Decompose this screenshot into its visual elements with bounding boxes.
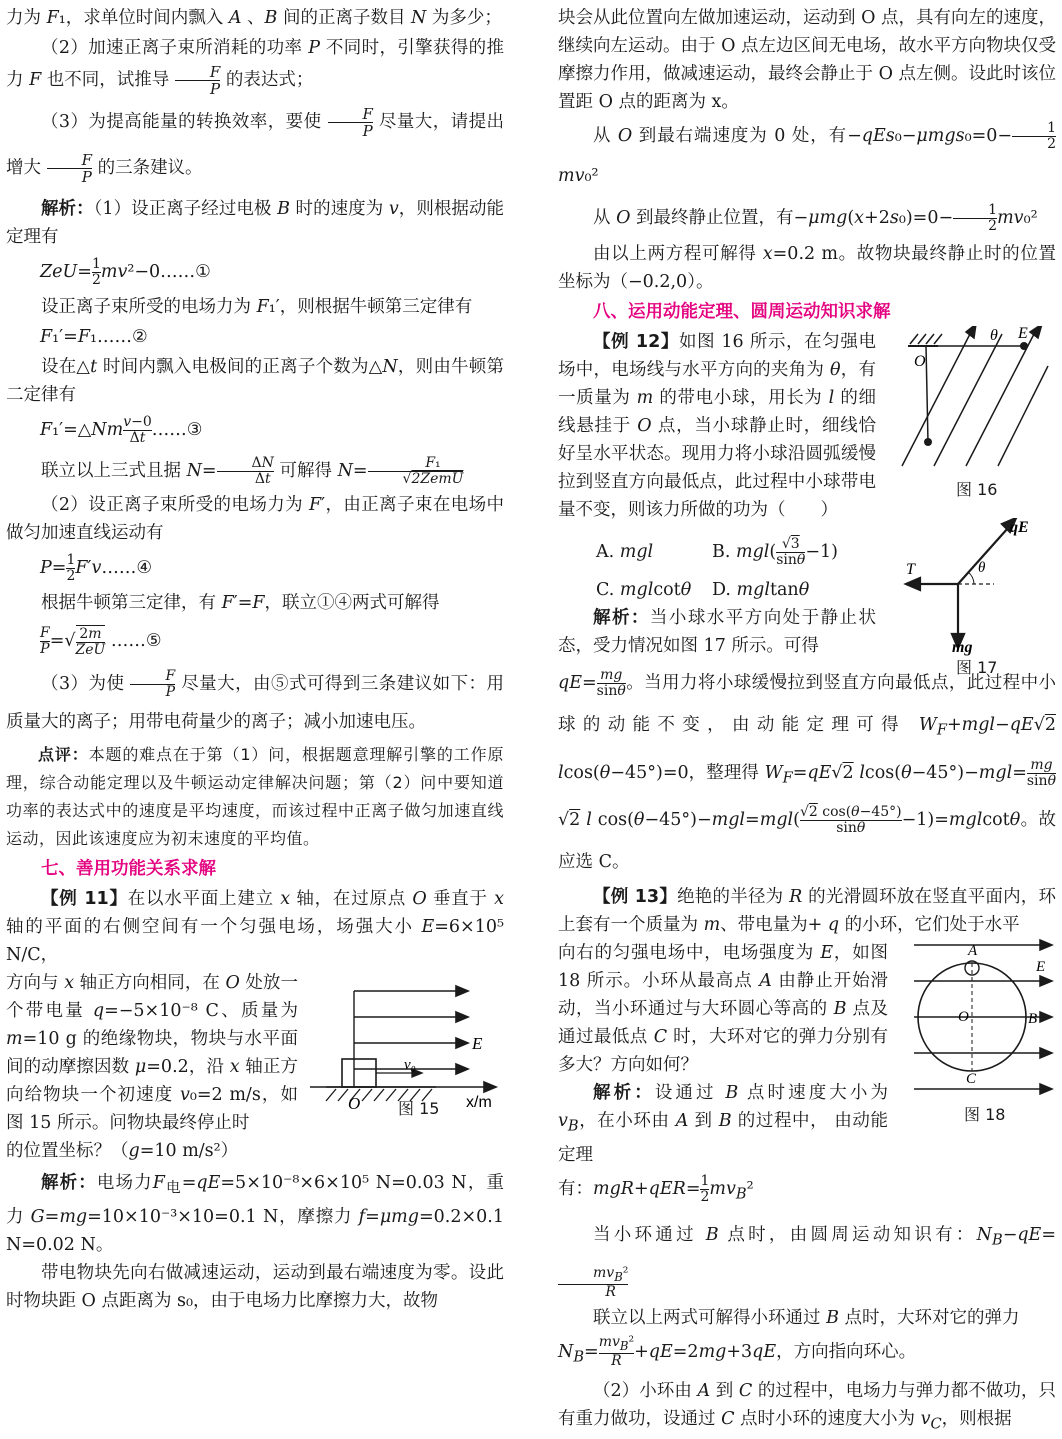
example-11-intro: 【例 11】在以水平面上建立 x 轴，在过原点 O 垂直于 x 轴的平面的右侧空间有一个匀强电场，场强大小 E=6×10⁵ N/C，	[6, 889, 504, 965]
solution-11-label: 解析：	[41, 1173, 97, 1193]
fig18-label-B: B	[1028, 1011, 1038, 1027]
solution-13-eq2: 当小环通过 B 点时，由圆周运动知识有：$N_B-qE=mv_B^2$ R	[558, 1214, 1056, 1304]
fig15-label-xm: x/m	[466, 1094, 492, 1111]
equation-4: P=1 2 F′v……④	[40, 552, 153, 584]
example-11-wrap	[6, 969, 504, 1165]
solution-12-body: $qE=\frac{mg}{\sin\theta}$ 。当用力将小球缓慢拉到竖直方向最低点，此过程中小球的动能不变，由动能定理可得 $W_F+mgl-qE√2$ lcos(θ−45°)=0，整理得 $W_F=qE√2$ $lcos(\theta-45^\circ)-mgl=\frac{mg}{\sin\theta}$ √2 l cos(θ−45°)−mgl=mgl(√2 cos(θ−45°) sinθ −1)=mglcotθ。故应选 C。	[558, 667, 1056, 872]
analysis-5: （2）设正离子束所受的电场力为 F′，由正离子束在电场中做匀加速直线运动有	[6, 495, 504, 543]
comment-label: 点评：	[38, 745, 89, 764]
problem-text-3: （3）为提高能量的转换效率，要使 $\frac{F}{P}$ 尽量大，请提出增大 $\frac{F}{P}$ 的三条建议。	[6, 105, 505, 186]
solution-13-3: 联立以上两式可解得小环通过 B 点时，大环对它的弹力	[593, 1307, 1020, 1328]
figure-17-caption: 图 17	[956, 658, 998, 677]
fig18-label-O: O	[958, 1009, 969, 1025]
solution-12-intro: 解析：当小球水平方向处于静止状态，受力情况如图 17 所示。可得	[558, 608, 877, 656]
right-column	[558, 4, 1056, 1439]
solution-13-4: （2）小环由 A 到 C 的过程中，电场力与弹力都不做功，只有重力做功，设通过 C 点时小环的速度大小为 $v_C$，则根据	[558, 1381, 1056, 1433]
fig15-label-v0: v₀	[404, 1057, 416, 1073]
analysis-label: 解析：	[41, 199, 94, 219]
analysis-2: 设正离子束所受的电场力为 F₁′，则根据牛顿第三定律有	[41, 297, 473, 317]
figure-15-caption: 图 15	[398, 1099, 440, 1118]
comment	[6, 741, 504, 853]
fig18-label-A: A	[968, 943, 978, 959]
example-13-intro: 【例 13】绝艳的半径为 R 的光滑圆环放在竖直平面内，环上套有一个质量为 m、带电量为+ q 的小环，它们处于水平	[558, 887, 1057, 935]
fig17-label-T: T	[906, 561, 915, 578]
left-column	[6, 4, 504, 1315]
fig17-label-qE: qE	[1010, 519, 1029, 536]
solution-11-1: 解析：电场力$F_电=qE=5\times 10^{-8}\times 6\times 10^5$ N=0.03 N，重力 G=mg=10×10⁻³×10=0.1 N，摩擦力 f=μmg=0.2×0.1 N=0.02 N。	[6, 1173, 504, 1255]
fig15-label-O: O	[348, 1094, 361, 1113]
figure-18-caption: 图 18	[964, 1105, 1006, 1124]
solution-11-2: 带电物块先向右做减速运动，运动到最右端速度为零。设此时物块距 O 点距离为 s₀，由于电场力比摩擦力大，故物	[6, 1262, 504, 1311]
solution-11-eq1: 从 O 到最右端速度为 0 处，有−qEs₀−μmgs₀=0− 1 2 mv₀²	[558, 120, 1056, 186]
solution-13-1: 解析：设通过 B 点时速度大小为 $v_B$，在小环由 A 到 B 的过程中， 由动能定理	[558, 1083, 889, 1165]
example-12-label: 【例 12】	[593, 332, 679, 352]
analysis-7: （3）为使 $\frac{F}{P}$ 尽量大，由⑤式可得到三条建议如下：用质量大的离子；用带电荷量少的离子；减小加速电压。	[6, 668, 504, 732]
figure-17	[898, 518, 1058, 658]
option-B: B. mgl( √3 sinθ −1)	[712, 536, 838, 568]
example-11-body: 方向与 x 轴正方向相同，在 O 处放一个带电量 q=−5×10⁻⁸ C、质量为 m=10 g 的绝缘物块，物块与水平面间的动摩擦因数 μ=0.2，沿 x 轴正方向给物块一个初速度 v₀=2 m/s，如图 15 所示。问物块最终停止时	[6, 973, 298, 1133]
analysis-6: 根据牛顿第三定律，有 F′=F，联立①④两式可解得	[41, 593, 440, 613]
example-13-body: 向右的匀强电场中，电场强度为 E，如图 18 所示。小环从最高点 A 由静止开始滑动，当小环通过与大环圆心等高的 B 点及通过最低点 C 时，大环对它的弹力分别有多大？方向如何？	[558, 943, 889, 1075]
example-11-label: 【例 11】	[41, 889, 128, 909]
example-12-wrap	[558, 326, 1056, 677]
problem-text-2: （2）加速正离子束所消耗的功率 P 不同时，引擎获得的推力 F 也不同，试推导 $\frac{F}{P}$ 的表达式；	[6, 38, 505, 98]
option-A: A. mgl	[596, 542, 654, 562]
example-13-wrap	[558, 939, 1056, 1214]
fig17-label-mg: mg	[952, 639, 973, 656]
example-12-text: 【例 12】如图 16 所示，在匀强电场中，电场线与水平方向的夹角为 θ，有一质量为 m 的带电小球，用长为 l 的细线悬挂于 O 点，当小球静止时，细线恰好呈水平状态。现用力将小球沿圆弧缓慢拉到竖直方向最低点，此过程中小球带电量不变，则该力所做的功为（ ）	[558, 332, 877, 520]
fig16-label-O: O	[914, 353, 926, 370]
solution-11-3: 块会从此位置向左做加速运动，运动到 O 点，具有向左的速度，继续向左运动。由于 O 点左边区间无电场，故水平方向物块仅受摩擦力作用，做减速运动，最终会静止于 O 点左侧。设此时该位置距 O 点的距离为 x。	[558, 8, 1056, 112]
section-heading-8: 八、运用动能定理、圆周运动知识求解	[593, 302, 891, 322]
equation-2: F₁′=F₁……②	[40, 327, 148, 347]
equation-3: F₁′=△Nmv−0 Δt ……③	[40, 414, 203, 446]
solution-11-result: 由以上两方程可解得 x=0.2 m。故物块最终静止时的位置坐标为（−0.2,0）。	[558, 244, 1056, 292]
equation-5: $\frac{F}{P}$ =√ 2m ZeU ……⑤	[40, 625, 162, 658]
analysis-1: 解析：（1）设正离子经过电极 B 时的速度为 v，则根据动能定理有	[6, 199, 504, 247]
fig17-label-theta: θ	[978, 560, 986, 576]
fig16-label-theta: θ	[990, 327, 998, 344]
fig18-label-E: E	[1036, 959, 1046, 975]
comment-text: 本题的难点在于第（1）问，根据题意理解引擎的工作原理，综合动能定理以及牛顿运动定律解决问题；第（2）问中要知道功率的表达式中的速度是平均速度，而该过程中正离子做匀加速直线运动，因此该速度应为初末速度的平均值。	[6, 745, 504, 848]
figure-18	[910, 935, 1060, 1095]
solution-11-eq2: 从 O 到最终静止位置，有−μmg(x+2s₀)=0− 1 2 mv₀²	[593, 202, 1038, 234]
figure-16-caption: 图 16	[956, 480, 998, 499]
problem-text-1: 力为 F₁，求单位时间内飘入 A 、B 间的正离子数目 N 为多少；	[6, 8, 502, 28]
equation-1: ZeU=1 2 mv²−0……①	[40, 256, 211, 288]
fig15-label-E: E	[472, 1034, 483, 1053]
example-11-tail: 的位置坐标？（g=10 m/s²）	[6, 1141, 239, 1161]
example-13-label: 【例 13】	[593, 887, 678, 907]
figure-16	[898, 326, 1058, 476]
analysis-4: 联立以上三式且据 N= ΔN Δt 可解得 N= F₁ √2ZemU	[41, 455, 464, 487]
option-C: C. mglcotθ	[596, 580, 692, 600]
solution-13-eq1: 有：mgR+qER=1 2 $mv_B^2$	[558, 1172, 754, 1205]
fig16-label-E: E	[1018, 326, 1028, 342]
analysis-3: 设在△t 时间内飘入电极间的正离子个数为△N，则由牛顿第二定律有	[6, 357, 504, 405]
option-D: D. mgltanθ	[712, 580, 810, 600]
solution-12-label: 解析：	[593, 608, 650, 628]
fig18-label-C: C	[966, 1071, 977, 1087]
solution-13-eq3: $N_B=mv_B^2$ R +qE=2mg+3qE，方向指向环心。	[558, 1333, 917, 1370]
solution-13-label: 解析：	[593, 1083, 655, 1103]
section-heading-7: 七、善用功能关系求解	[41, 859, 216, 879]
